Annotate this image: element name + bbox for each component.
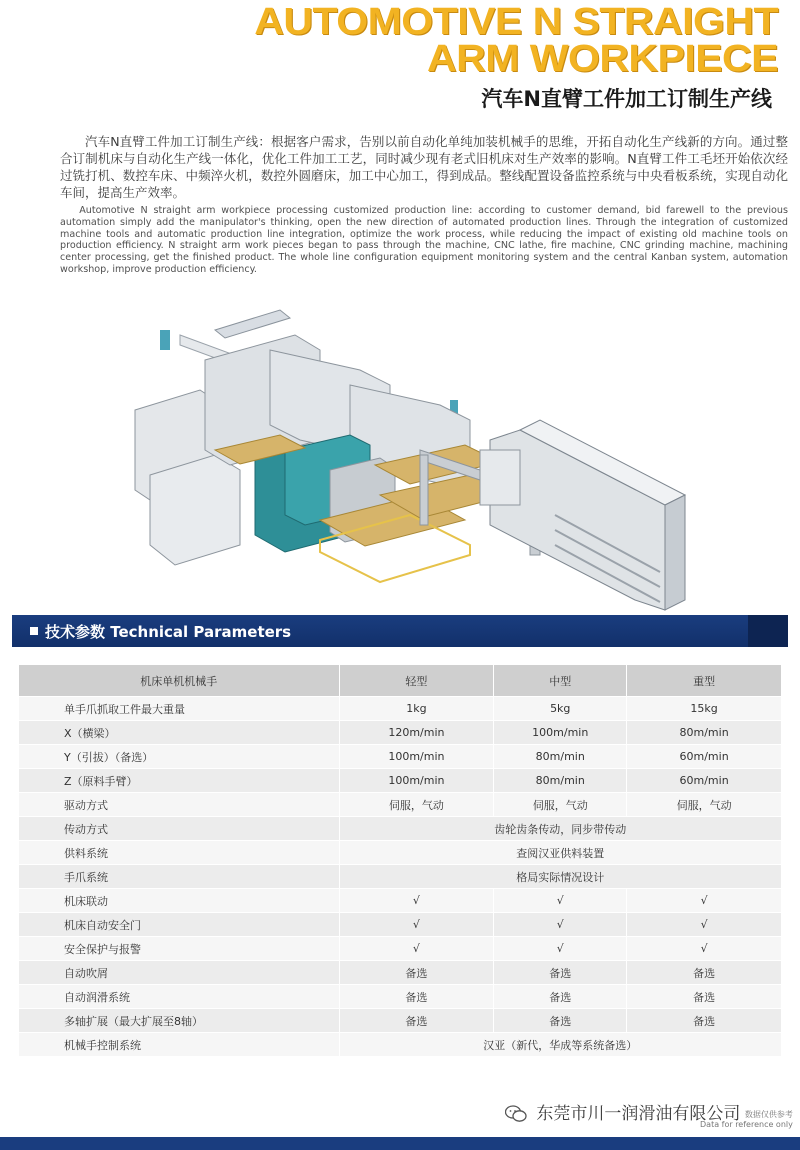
param-value-cell: 备选 <box>627 1009 782 1033</box>
param-value-cell: 15kg <box>627 697 782 721</box>
table-row <box>19 841 782 865</box>
param-value-cell: 1kg <box>339 697 494 721</box>
param-value-cell: 80m/min <box>627 721 782 745</box>
table-row <box>19 889 782 913</box>
param-name-cell: 多轴扩展（最大扩展至8轴） <box>19 1009 340 1033</box>
header-cell-light: 轻型 <box>339 665 494 697</box>
header-cell-medium: 中型 <box>494 665 627 697</box>
section-header-stripe <box>748 615 788 647</box>
param-name-cell: 驱动方式 <box>19 793 340 817</box>
param-merged-value-cell: 查阅汉亚供料装置 <box>339 841 781 865</box>
param-name-cell: 机床联动 <box>19 889 340 913</box>
param-name-cell: 手爪系统 <box>19 865 340 889</box>
table-row <box>19 793 782 817</box>
param-merged-value-cell: 汉亚（新代，华成等系统备选） <box>339 1033 781 1057</box>
param-value-cell: 备选 <box>339 1009 494 1033</box>
param-value-cell: 60m/min <box>627 745 782 769</box>
table-row <box>19 865 782 889</box>
param-value-cell: 100m/min <box>494 721 627 745</box>
intro-section <box>60 133 788 276</box>
section-bullet-icon <box>30 627 38 635</box>
title-chinese: 汽车N直臂工件加工订制生产线 <box>481 87 772 111</box>
param-value-cell: √ <box>627 913 782 937</box>
param-name-cell: 自动吹屑 <box>19 961 340 985</box>
table-row <box>19 937 782 961</box>
section-header-params <box>12 615 788 647</box>
title-english <box>22 1 779 80</box>
technical-parameters-table <box>18 664 782 1057</box>
header-cell-item: 机床单机机械手 <box>19 665 340 697</box>
param-name-cell: 机械手控制系统 <box>19 1033 340 1057</box>
intro-chinese: 汽车N直臂工件加工订制生产线：根据客户需求，告别以前自动化单纯加装机械手的思维，开拓自动化生产线新的方向。通过整合订制机床与自动化生产线一体化，优化工件加工工艺，同时减少现有老式旧机床对生产效率的影响。N直臂工件工毛坯开始依次经过铣打机、数控车床、中频淬火机，数控外圆磨床，加工中心加工，得到成品。整线配置设备监控系统与中央看板系统，实现自动化车间，提高生产效率。 <box>60 134 788 200</box>
section-title: 技术参数 Technical Parameters <box>45 623 292 641</box>
storage-unit <box>480 420 685 610</box>
watermark-text: 东莞市川一润滑油有限公司 <box>536 1104 741 1124</box>
param-value-cell: √ <box>627 889 782 913</box>
param-name-cell: X（横梁） <box>19 721 340 745</box>
production-line-illustration <box>120 290 780 612</box>
param-value-cell: 备选 <box>494 1009 627 1033</box>
wechat-icon <box>505 1105 527 1123</box>
table-row <box>19 1009 782 1033</box>
param-value-cell: 伺服，气动 <box>494 793 627 817</box>
param-value-cell: 60m/min <box>627 769 782 793</box>
param-value-cell: √ <box>339 913 494 937</box>
table-row <box>19 769 782 793</box>
title-english-line1: AUTOMOTIVE N STRAIGHT <box>254 1 779 43</box>
param-value-cell: 100m/min <box>339 769 494 793</box>
param-name-cell: 自动润滑系统 <box>19 985 340 1009</box>
param-name-cell: 单手爪抓取工件最大重量 <box>19 697 340 721</box>
param-value-cell: 备选 <box>494 961 627 985</box>
param-name-cell: Y（引拔）（备选） <box>19 745 340 769</box>
param-value-cell: √ <box>627 937 782 961</box>
header-cell-heavy: 重型 <box>627 665 782 697</box>
param-value-cell: 备选 <box>339 961 494 985</box>
param-value-cell: 伺服，气动 <box>627 793 782 817</box>
param-value-cell: √ <box>339 937 494 961</box>
param-value-cell: 100m/min <box>339 745 494 769</box>
param-value-cell: 备选 <box>627 961 782 985</box>
param-value-cell: 备选 <box>494 985 627 1009</box>
table-body <box>19 697 782 1057</box>
param-merged-value-cell: 格局实际情况设计 <box>339 865 781 889</box>
table-row <box>19 721 782 745</box>
param-name-cell: 安全保护与报警 <box>19 937 340 961</box>
param-value-cell: 120m/min <box>339 721 494 745</box>
param-value-cell: 80m/min <box>494 745 627 769</box>
table-row <box>19 961 782 985</box>
param-merged-value-cell: 齿轮齿条传动，同步带传动 <box>339 817 781 841</box>
param-value-cell: √ <box>494 937 627 961</box>
param-value-cell: √ <box>339 889 494 913</box>
reference-note <box>700 1110 793 1130</box>
table-row <box>19 817 782 841</box>
table-row <box>19 697 782 721</box>
param-name-cell: 机床自动安全门 <box>19 913 340 937</box>
table-row <box>19 985 782 1009</box>
param-value-cell: 5kg <box>494 697 627 721</box>
param-value-cell: 备选 <box>627 985 782 1009</box>
param-name-cell: Z（原料手臂） <box>19 769 340 793</box>
intro-english: Automotive N straight arm workpiece processing customized production line: according to customer demand, bid farewell to the previous automation simply add the manipulator's thinking, open the new direction of automated production lines. Through the integration of customized machine tools and automatic production line integration, optimize the work process, while reducing the impact of existing old machine tools on production efficiency. N straight arm work pieces began to pass through the machine, CNC lathe, fire machine, CNC grinding machine, machining center processing, get the finished product. The whole line configuration equipment monitoring system and the central Kanban system, automation workshop, improve production efficiency. <box>60 205 788 275</box>
table-header-row <box>19 665 782 697</box>
param-name-cell: 供料系统 <box>19 841 340 865</box>
table-row <box>19 745 782 769</box>
param-value-cell: 伺服，气动 <box>339 793 494 817</box>
reference-note-en: Data for reference only <box>700 1120 793 1129</box>
param-name-cell: 传动方式 <box>19 817 340 841</box>
table-row <box>19 1033 782 1057</box>
param-value-cell: 80m/min <box>494 769 627 793</box>
reference-note-cn: 数据仅供参考 <box>744 1110 793 1119</box>
param-value-cell: √ <box>494 913 627 937</box>
footer-bar <box>0 1137 800 1150</box>
title-english-line2: ARM WORKPIECE <box>427 38 778 80</box>
param-value-cell: 备选 <box>339 985 494 1009</box>
table-row <box>19 913 782 937</box>
param-value-cell: √ <box>494 889 627 913</box>
